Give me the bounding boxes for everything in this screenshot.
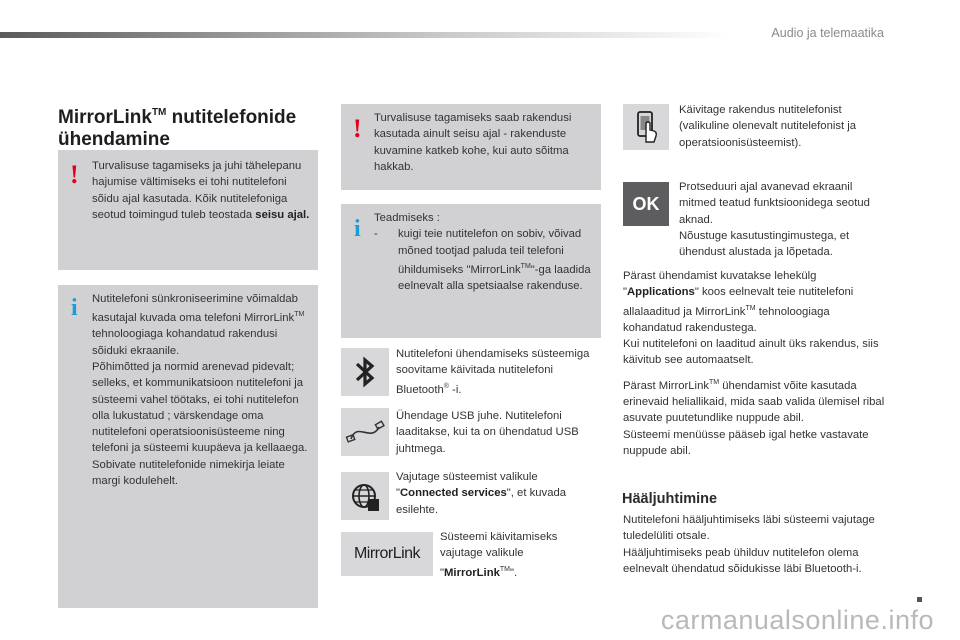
- voice-control-text: Nutitelefoni hääljuhtimiseks läbi süsteemi vajutage tuledelüliti otsale. Hääljuhtimiseks peab ühilduv nutitelefon olema eelnevalt ühendatud sõidukisse läbi Bluetooth-i.: [623, 514, 875, 575]
- step-usb-text: Ühendage USB juhe. Nutitelefoni laaditakse, kui ta on ühendatud USB juhtmega.: [396, 410, 579, 455]
- info-icon: i: [354, 216, 361, 242]
- step-connected-text: Vajutage süsteemist valikule "Connected services", et kuvada esilehte.: [396, 471, 567, 516]
- bluetooth-icon: [341, 348, 389, 396]
- connected-services-icon: [341, 472, 389, 520]
- step-bluetooth-text: Nutitelefoni ühendamiseks süsteemiga soovitame käivitada nutitelefoni Bluetooth® -i.: [396, 348, 590, 396]
- audio-sources-paragraph: Pärast MirrorLink™ ühendamist võite kasutada erinevaid heliallikaid, mida saab valida ülemisel ribal asuvate puutetundlike nuppude abil. Süsteemi menüüsse pääseb igal hetke vastavate nuppude abil.: [623, 379, 885, 457]
- info-box-notice: i Teadmiseks : - kuigi teie nutitelefon on sobiv, võivad mõned tootjad paluda teil telefoni ühildumiseks "MirrorLink™"-ga laadida eelnevalt alla spetsiaalse rakenduse.: [341, 204, 601, 338]
- warning-icon: !: [353, 114, 362, 143]
- page-marker: [917, 597, 922, 602]
- smartphone-touch-icon: [623, 104, 669, 150]
- ok-button-graphic: OK: [623, 182, 669, 226]
- section-header: Audio ja telemaatika: [771, 26, 884, 40]
- warning-icon: !: [70, 160, 79, 189]
- step-mirrorlink-text: Süsteemi käivitamiseks vajutage valikule "MirrorLink™".: [440, 531, 558, 579]
- page-title: MirrorLink™ nutitelefonide ühendamine: [58, 107, 297, 150]
- applications-paragraph: Pärast ühendamist kuvatakse lehekülg "Applications" koos eelnevalt teie nutitelefoni allalaaditud ja MirrorLink™ tehnoloogiaga kohandatud rakendustega. Kui nutitelefoni on laaditud ainult üks rakendus, siis käivitub see automaatselt.: [623, 270, 879, 367]
- header-rule: [0, 32, 730, 38]
- info-icon: i: [71, 295, 78, 321]
- warning-box-apps: ! Turvalisuse tagamiseks saab rakendusi kasutada ainult seisu ajal - rakenduste kuvamine katkeb kohe, kui auto sõitma hakkab.: [341, 104, 601, 190]
- info-box-sync: i Nutitelefoni sünkroniseerimine võimaldab kasutajal kuvada oma telefoni MirrorLink™ tehnoloogiaga kohandatud rakendusi sõiduki ekraanile. Põhimõtted ja normid arenevad pidevalt; selleks, et kommunikatsioon nutitelefoni ja süsteemi vahel töötaks, ei tohi nutitelefon olla lukustatud ; värskendage oma nutitelefoni operatsioonisüsteeme ning telefoni ja süsteemi kuupäeva ja kellaaega. Sobivate nutitelefonide nimekirja leiate margi kodulehelt.: [58, 285, 318, 608]
- voice-control-heading: Hääljuhtimine: [622, 491, 718, 507]
- step-ok-text: Protseduuri ajal avanevad ekraanil mitmed teatud funktsioonidega seotud aknad. Nõustuge kasutustingimustega, et ühendust alustada ja lõpetada.: [679, 181, 870, 259]
- usb-cable-icon: [341, 408, 389, 456]
- watermark: carmanualsonline.info: [660, 605, 934, 635]
- mirrorlink-logo: MirrorLink: [341, 532, 433, 576]
- warning-box-driving: ! Turvalisuse tagamiseks ja juhi tähelepanu hajumise vältimiseks ei tohi nutitelefoni sõidu ajal kasutada. Kõik nutitelefoniga seotud toimingud tuleb teostada seisu ajal.: [58, 150, 318, 270]
- step-phone-text: Käivitage rakendus nutitelefonist (valikuline olenevalt nutitelefonist ja operatsioonisüsteemist).: [679, 104, 857, 149]
